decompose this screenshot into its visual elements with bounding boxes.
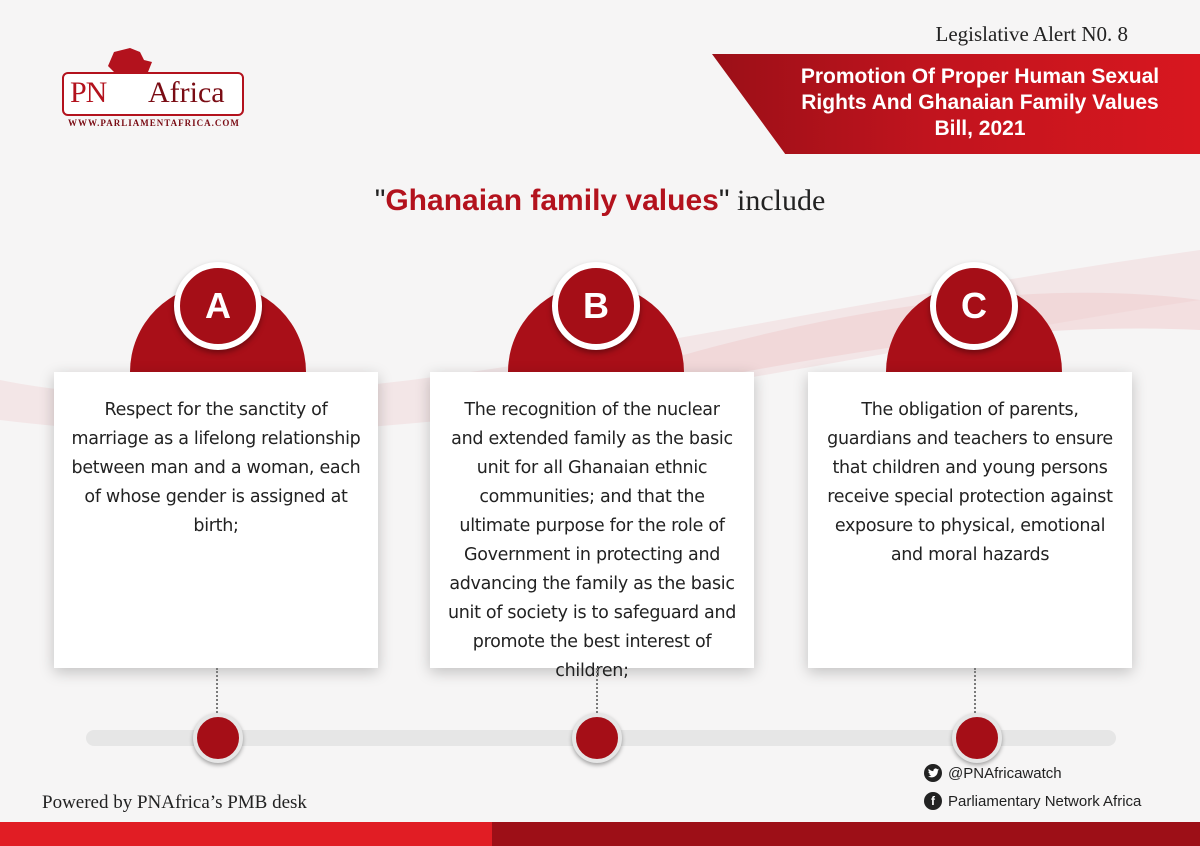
bill-title: Promotion Of Proper Human Sexual Rights And Ghanaian Family Values Bill, 2021 [800, 65, 1160, 140]
timeline-node-b [572, 713, 622, 763]
powered-by: Powered by PNAfrica’s PMB desk [42, 792, 307, 813]
footer-bar-right [492, 822, 1200, 846]
value-card-b [430, 372, 754, 681]
logo-url: WWW.PARLIAMENTAFRICA.COM [68, 118, 240, 128]
card-a-connector [216, 668, 218, 716]
logo-africa-text: Africa [148, 76, 225, 109]
card-b-letter-badge: B [552, 262, 640, 350]
section-heading [0, 184, 1200, 218]
pnafrica-logo [62, 46, 262, 132]
heading-highlight: Ghanaian family values [385, 184, 719, 217]
close-quote: " [718, 184, 730, 217]
twitter-handle-text: @PNAfricawatch [948, 764, 1062, 782]
value-card-c [808, 372, 1132, 668]
footer-bar-left [0, 822, 492, 846]
card-b-connector [596, 668, 598, 716]
value-card-b-text: The recognition of the nuclear and extended family as the basic unit for all Ghanaian ethnic communities; and that the ultimate purpose for the role of Government in protecting and advancing the family as the basic unit of society is to safeguard and promote the best interest of children; [447, 400, 737, 681]
twitter-handle[interactable] [924, 764, 1062, 782]
open-quote: " [374, 184, 386, 217]
heading-rest: include [729, 184, 826, 217]
timeline-node-a [193, 713, 243, 763]
card-c-connector [974, 668, 976, 716]
timeline-node-c [952, 713, 1002, 763]
value-card-a [54, 372, 378, 668]
logo-pn-text: PN [70, 76, 107, 109]
alert-number: Legislative Alert N0. 8 [935, 22, 1128, 46]
value-card-a-text: Respect for the sanctity of marriage as a lifelong relationship between man and a woman, each of whose gender is assigned at birth; [71, 400, 361, 536]
facebook-icon: f [924, 792, 942, 810]
twitter-icon [924, 764, 942, 782]
facebook-page[interactable] [924, 792, 1141, 810]
card-a-letter-badge: A [174, 262, 262, 350]
card-c-letter-badge: C [930, 262, 1018, 350]
facebook-page-text: Parliamentary Network Africa [948, 792, 1142, 810]
value-card-c-text: The obligation of parents, guardians and teachers to ensure that children and young persons receive special protection against exposure to physical, emotional and moral hazards [827, 400, 1113, 565]
